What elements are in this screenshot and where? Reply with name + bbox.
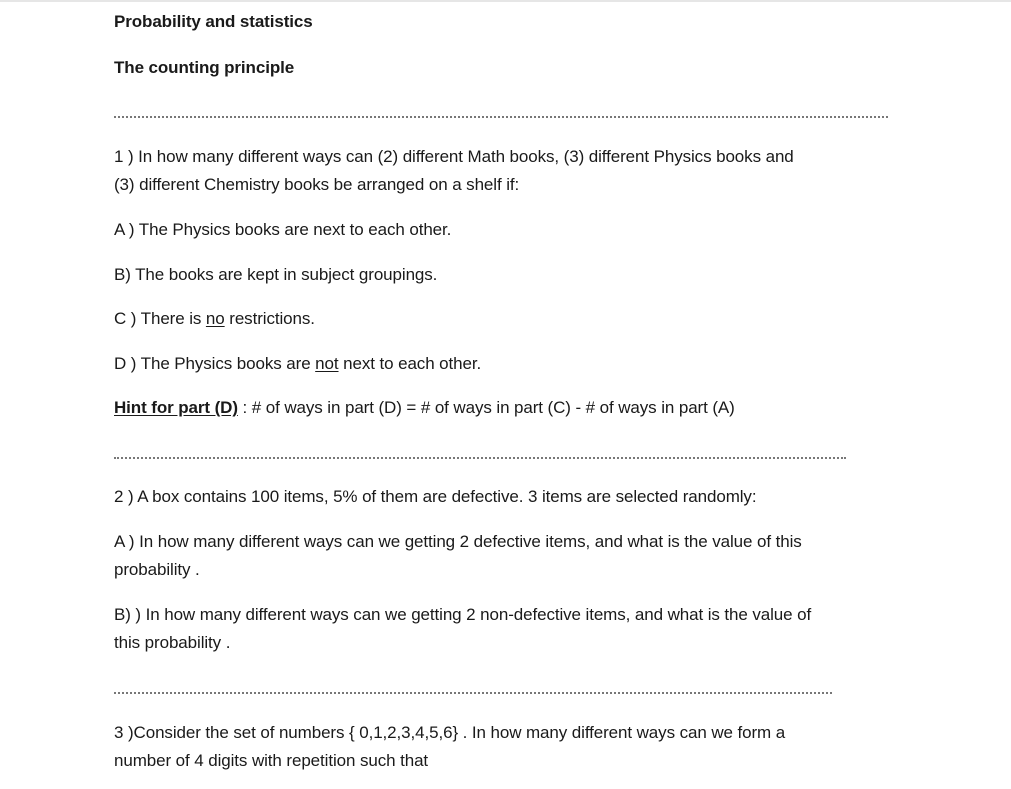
part-d-text-start: D ) The Physics books are [114, 354, 316, 373]
question-1-part-a: A ) The Physics books are next to each other. [114, 220, 452, 239]
question-1-part-c [114, 308, 315, 330]
hint-text: : # of ways in part (D) = # of ways in part (C) - # of ways in part (A) [237, 398, 735, 417]
question-2-part-b-line-2: this probability . [114, 633, 231, 652]
separator-2 [114, 457, 846, 459]
question-2-part-b-line-1: B) ) In how many different ways can we getting 2 non-defective items, and what is the value of [114, 605, 812, 624]
question-1-hint [114, 397, 735, 419]
question-1-part-b: B) The books are kept in subject groupings. [114, 265, 438, 284]
question-2-part-a-line-1: A ) In how many different ways can we getting 2 defective items, and what is the value of this [114, 532, 802, 551]
section-heading: The counting principle [114, 58, 295, 77]
part-c-text-end: restrictions. [224, 309, 315, 328]
separator-3 [114, 692, 832, 694]
question-1-line-2: (3) different Chemistry books be arranged on a shelf if: [114, 175, 520, 194]
hint-label: Hint for part (D) [114, 398, 238, 417]
part-c-text-start: C ) There is [114, 309, 206, 328]
separator-1 [114, 116, 888, 118]
question-2-intro: 2 ) A box contains 100 items, 5% of them are defective. 3 items are selected randomly: [114, 487, 757, 506]
question-1-line-1: 1 ) In how many different ways can (2) different Math books, (3) different Physics books and [114, 147, 794, 166]
question-1-part-d [114, 353, 481, 375]
part-d-underlined-word: not [315, 354, 339, 373]
part-d-text-end: next to each other. [338, 354, 482, 373]
part-c-underlined-word: no [205, 309, 225, 328]
question-2-part-a-line-2: probability . [114, 560, 200, 579]
page-top-edge [0, 0, 1011, 2]
question-3-line-1: 3 )Consider the set of numbers { 0,1,2,3,4,5,6} . In how many different ways can we form a [114, 723, 786, 742]
document-title: Probability and statistics [114, 12, 313, 31]
question-3-line-2: number of 4 digits with repetition such that [114, 751, 429, 770]
